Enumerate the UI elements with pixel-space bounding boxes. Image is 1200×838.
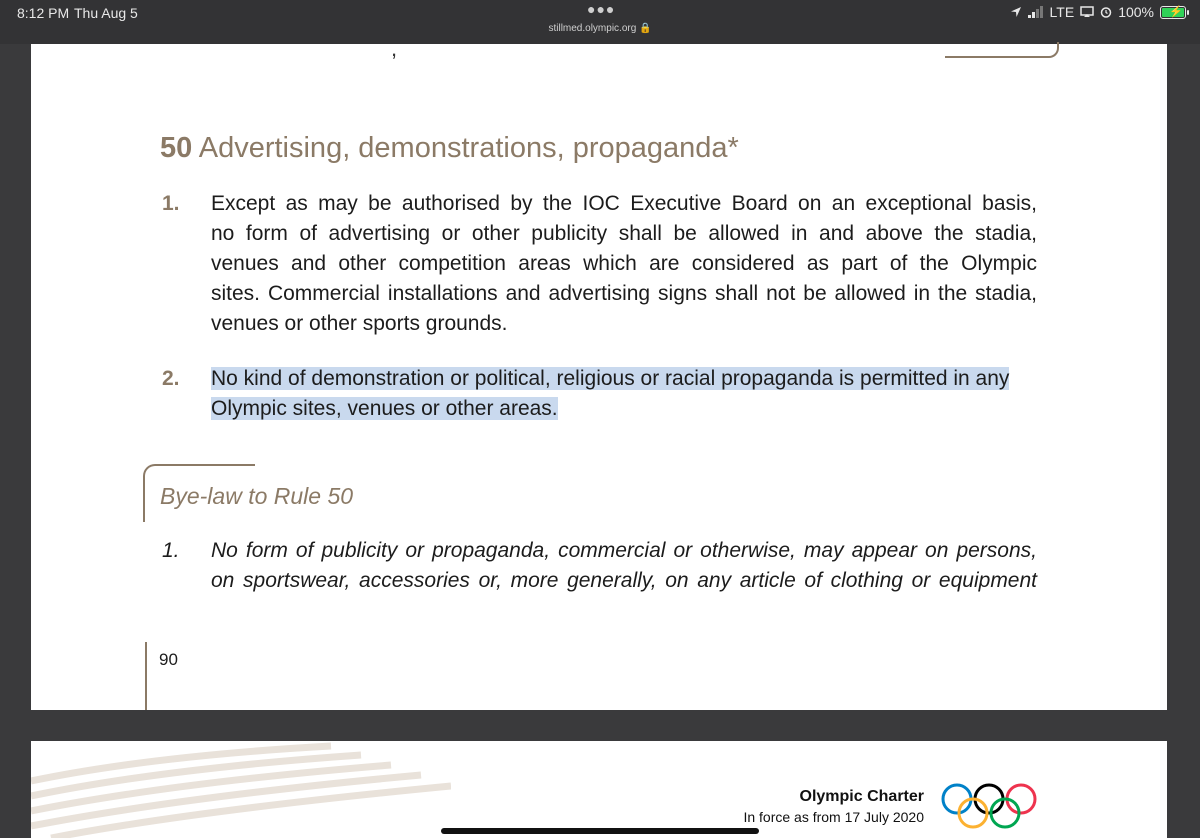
status-date: Thu Aug 5 — [74, 5, 138, 21]
paragraph-2-highlighted[interactable] — [211, 364, 1041, 424]
track-lanes-decoration — [31, 741, 451, 838]
previous-page-fragment: , — [391, 36, 1192, 61]
status-time: 8:12 PM — [17, 5, 70, 21]
next-page — [31, 741, 1167, 838]
document-page — [31, 36, 1192, 710]
paragraph-line: sites. Commercial installations and advertising signs shall not be allowed in the stadia, — [211, 282, 1037, 305]
home-indicator[interactable] — [441, 828, 759, 834]
alarm-icon — [1100, 6, 1112, 18]
paragraph-1 — [211, 189, 1037, 339]
section-title: Advertising, demonstrations, propaganda* — [198, 132, 739, 164]
paragraph-line: on sportswear, accessories or, more generally, on any article of clothing or equipment — [211, 569, 1037, 592]
url-text: stillmed.olympic.org — [548, 23, 637, 34]
item-number: 1. — [162, 192, 180, 215]
battery-percent: 100% — [1118, 4, 1154, 20]
paragraph-line: no form of advertising or other publicity shall be allowed in and above the stadia, — [211, 222, 1037, 245]
footer-subtitle: In force as from 17 July 2020 — [743, 809, 924, 825]
paragraph-line: venues and other competition areas which are considered as part of the Olympic — [211, 252, 1037, 275]
location-arrow-icon — [1010, 6, 1022, 18]
address-bar[interactable] — [0, 23, 1200, 34]
page-number: 90 — [159, 650, 178, 669]
highlighted-line[interactable]: No kind of demonstration or political, religious or racial propaganda is permitted in any — [211, 367, 1010, 390]
item-number: 2. — [162, 367, 180, 390]
page-number-rule — [145, 642, 147, 710]
lock-icon: 🔒 — [639, 23, 652, 34]
paragraph-line: Except as may be authorised by the IOC Executive Board on an exceptional basis, — [211, 192, 1037, 215]
screen-mirroring-icon — [1080, 6, 1094, 18]
status-indicators — [1010, 4, 1186, 20]
bye-law-paragraph — [211, 536, 1037, 596]
battery-icon: ⚡ — [1160, 6, 1186, 19]
section-bracket-top — [945, 42, 1059, 58]
paragraph-line: venues or other sports grounds. — [211, 312, 508, 335]
olympic-rings-icon — [939, 781, 1039, 831]
signal-bars-icon — [1028, 6, 1044, 18]
bye-law-title: Bye-law to Rule 50 — [160, 483, 354, 509]
highlighted-line[interactable]: Olympic sites, venues or other areas. — [211, 397, 558, 420]
section-heading — [160, 132, 739, 165]
bye-law-item-number: 1. — [162, 539, 180, 562]
section-number: 50 — [160, 132, 193, 164]
footer-title: Olympic Charter — [799, 788, 924, 805]
multitasking-dots-icon[interactable]: ●●● — [587, 1, 616, 17]
paragraph-line: No form of publicity or propaganda, commercial or otherwise, may appear on persons, — [211, 539, 1037, 562]
carrier-label: LTE — [1049, 4, 1075, 20]
